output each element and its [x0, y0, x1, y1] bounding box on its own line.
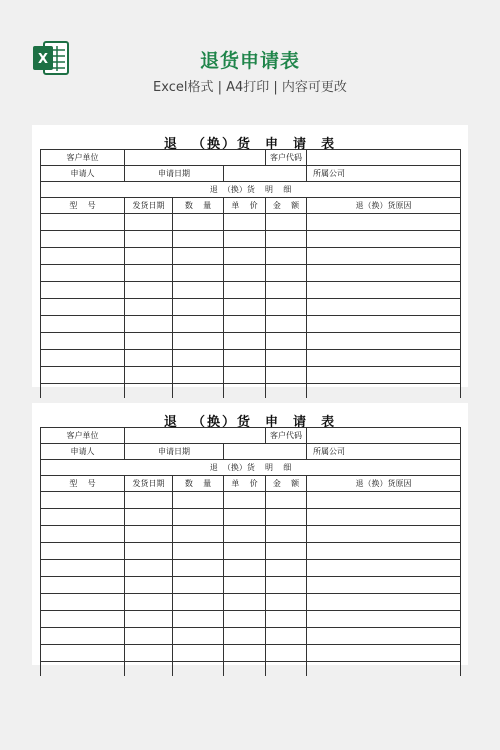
data-cell[interactable]	[41, 248, 125, 265]
data-cell[interactable]	[173, 645, 224, 662]
table-row	[41, 282, 461, 299]
data-cell[interactable]	[125, 594, 173, 611]
return-form-table	[40, 149, 461, 398]
data-cell[interactable]	[173, 560, 224, 577]
label-applicant: 申请人	[41, 166, 125, 182]
col-header: 金 额	[266, 198, 307, 214]
data-cell[interactable]	[224, 492, 266, 509]
col-header: 型 号	[41, 476, 125, 492]
table-row	[41, 367, 461, 384]
data-cell[interactable]	[266, 282, 307, 299]
table-row	[41, 645, 461, 662]
data-cell[interactable]	[41, 662, 125, 677]
data-cell[interactable]	[266, 560, 307, 577]
data-cell[interactable]	[224, 248, 266, 265]
data-cell[interactable]	[307, 367, 461, 384]
data-cell[interactable]	[266, 509, 307, 526]
data-cell[interactable]	[307, 492, 461, 509]
col-header: 退（换）货原因	[307, 198, 461, 214]
col-header: 退（换）货原因	[307, 476, 461, 492]
data-cell[interactable]	[41, 543, 125, 560]
table-row	[41, 384, 461, 399]
data-cell[interactable]	[125, 492, 173, 509]
data-cell[interactable]	[266, 316, 307, 333]
form-row-applicant	[41, 444, 461, 460]
data-cell[interactable]	[41, 265, 125, 282]
data-cell[interactable]	[173, 299, 224, 316]
data-cell[interactable]	[224, 333, 266, 350]
return-form-table	[40, 427, 461, 676]
data-cell[interactable]	[41, 350, 125, 367]
data-cell[interactable]	[307, 628, 461, 645]
label-customer-unit: 客户单位	[41, 428, 125, 444]
data-cell[interactable]	[41, 367, 125, 384]
data-cell[interactable]	[41, 384, 125, 399]
data-cell[interactable]	[173, 384, 224, 399]
data-cell[interactable]	[41, 282, 125, 299]
form-row-customer	[41, 150, 461, 166]
data-cell[interactable]	[266, 543, 307, 560]
table-row	[41, 594, 461, 611]
page-subtitle: Excel格式 | A4打印 | 内容可更改	[153, 80, 347, 95]
form-sheet-1	[32, 125, 468, 387]
data-cell[interactable]	[266, 645, 307, 662]
data-cell[interactable]	[41, 214, 125, 231]
data-cell[interactable]	[173, 231, 224, 248]
data-cell[interactable]	[125, 611, 173, 628]
form-row-columns	[41, 476, 461, 492]
col-header: 数 量	[173, 476, 224, 492]
data-cell[interactable]	[224, 645, 266, 662]
table-row	[41, 265, 461, 282]
table-row	[41, 248, 461, 265]
apply-date-field[interactable]	[224, 166, 307, 182]
form-row-detail-title	[41, 460, 461, 476]
data-cell[interactable]	[41, 231, 125, 248]
data-cell[interactable]	[41, 611, 125, 628]
data-cell[interactable]	[307, 265, 461, 282]
data-cell[interactable]	[41, 299, 125, 316]
data-cell[interactable]	[307, 662, 461, 677]
data-cell[interactable]	[266, 299, 307, 316]
data-cell[interactable]	[173, 509, 224, 526]
data-cell[interactable]	[307, 384, 461, 399]
data-cell[interactable]	[125, 662, 173, 677]
data-cell[interactable]	[125, 316, 173, 333]
table-row	[41, 509, 461, 526]
table-row	[41, 350, 461, 367]
data-cell[interactable]	[266, 265, 307, 282]
data-cell[interactable]	[224, 316, 266, 333]
data-cell[interactable]	[173, 577, 224, 594]
form-title: 退 （换）货 申 请 表	[163, 415, 337, 430]
data-cell[interactable]	[125, 560, 173, 577]
data-cell[interactable]	[41, 645, 125, 662]
col-header: 单 价	[224, 198, 266, 214]
apply-date-cell	[125, 166, 224, 182]
detail-title: 退 （换）货 明 细	[41, 182, 461, 198]
data-cell[interactable]	[266, 248, 307, 265]
data-cell[interactable]	[266, 526, 307, 543]
data-cell[interactable]	[125, 265, 173, 282]
col-header: 数 量	[173, 198, 224, 214]
table-row	[41, 231, 461, 248]
col-header: 单 价	[224, 476, 266, 492]
table-row	[41, 299, 461, 316]
data-cell[interactable]	[307, 526, 461, 543]
data-cell[interactable]	[266, 628, 307, 645]
data-cell[interactable]	[307, 594, 461, 611]
data-cell[interactable]	[224, 231, 266, 248]
data-cell[interactable]	[266, 662, 307, 677]
data-cell[interactable]	[224, 628, 266, 645]
data-cell[interactable]	[173, 543, 224, 560]
data-cell[interactable]	[173, 662, 224, 677]
data-cell[interactable]	[307, 248, 461, 265]
data-cell[interactable]	[41, 316, 125, 333]
data-cell[interactable]	[125, 645, 173, 662]
data-cell[interactable]	[125, 282, 173, 299]
label-company: 所属公司	[313, 446, 346, 456]
data-cell[interactable]	[266, 231, 307, 248]
data-cell[interactable]	[125, 333, 173, 350]
data-cell[interactable]	[266, 594, 307, 611]
data-cell[interactable]	[173, 248, 224, 265]
form-sheet-2	[32, 403, 468, 665]
data-cell[interactable]	[125, 231, 173, 248]
table-row	[41, 662, 461, 677]
data-cell[interactable]	[173, 628, 224, 645]
data-cell[interactable]	[266, 214, 307, 231]
table-row	[41, 560, 461, 577]
form-row-columns	[41, 198, 461, 214]
data-cell[interactable]	[307, 350, 461, 367]
data-cell[interactable]	[41, 577, 125, 594]
data-cell[interactable]	[125, 350, 173, 367]
table-row	[41, 543, 461, 560]
customer-unit-field[interactable]	[125, 150, 266, 166]
data-cell[interactable]	[224, 526, 266, 543]
data-cell[interactable]	[125, 299, 173, 316]
page-header	[0, 0, 500, 110]
table-row	[41, 316, 461, 333]
data-cell[interactable]	[307, 214, 461, 231]
data-cell[interactable]	[125, 526, 173, 543]
data-cell[interactable]	[266, 577, 307, 594]
form-row-applicant	[41, 166, 461, 182]
data-cell[interactable]	[125, 628, 173, 645]
data-cell[interactable]	[307, 611, 461, 628]
data-cell[interactable]	[173, 316, 224, 333]
data-cell[interactable]	[307, 560, 461, 577]
data-cell[interactable]	[224, 594, 266, 611]
data-cell[interactable]	[266, 367, 307, 384]
data-cell[interactable]	[224, 577, 266, 594]
data-cell[interactable]	[266, 492, 307, 509]
data-cell[interactable]	[41, 628, 125, 645]
page-title: 退货申请表	[199, 50, 300, 72]
data-cell[interactable]	[41, 526, 125, 543]
data-cell[interactable]	[173, 333, 224, 350]
detail-title: 退 （换）货 明 细	[41, 460, 461, 476]
customer-unit-field[interactable]	[125, 428, 266, 444]
col-header: 型 号	[41, 198, 125, 214]
form-title: 退 （换）货 申 请 表	[163, 137, 337, 152]
data-cell[interactable]	[266, 350, 307, 367]
data-cell[interactable]	[224, 350, 266, 367]
table-row	[41, 333, 461, 350]
data-cell[interactable]	[173, 367, 224, 384]
label-customer-unit: 客户单位	[41, 150, 125, 166]
data-cell[interactable]	[224, 214, 266, 231]
label-apply-date: 申请日期	[158, 168, 190, 178]
data-cell[interactable]	[125, 543, 173, 560]
data-cell[interactable]	[224, 560, 266, 577]
data-cell[interactable]	[224, 282, 266, 299]
data-cell[interactable]	[224, 299, 266, 316]
form-row-customer	[41, 428, 461, 444]
label-applicant: 申请人	[41, 444, 125, 460]
data-cell[interactable]	[224, 384, 266, 399]
customer-code-field[interactable]	[307, 150, 461, 166]
apply-date-cell	[125, 444, 224, 460]
data-cell[interactable]	[125, 367, 173, 384]
data-cell[interactable]	[173, 611, 224, 628]
customer-code-field[interactable]	[307, 428, 461, 444]
company-cell	[307, 444, 461, 460]
label-company: 所属公司	[313, 168, 346, 178]
data-cell[interactable]	[224, 543, 266, 560]
col-header: 金 额	[266, 476, 307, 492]
data-cell[interactable]	[125, 577, 173, 594]
table-row	[41, 526, 461, 543]
data-cell[interactable]	[41, 560, 125, 577]
data-cell[interactable]	[307, 645, 461, 662]
col-header: 发货日期	[125, 476, 173, 492]
apply-date-field[interactable]	[224, 444, 307, 460]
data-cell[interactable]	[307, 282, 461, 299]
col-header: 发货日期	[125, 198, 173, 214]
data-cell[interactable]	[173, 282, 224, 299]
data-cell[interactable]	[224, 509, 266, 526]
data-cell[interactable]	[224, 367, 266, 384]
data-cell[interactable]	[307, 577, 461, 594]
data-cell[interactable]	[173, 350, 224, 367]
data-cell[interactable]	[307, 543, 461, 560]
data-cell[interactable]	[41, 492, 125, 509]
data-cell[interactable]	[41, 594, 125, 611]
form-row-detail-title	[41, 182, 461, 198]
label-customer-code: 客户代码	[266, 428, 307, 444]
data-cell[interactable]	[41, 333, 125, 350]
data-cell[interactable]	[125, 248, 173, 265]
data-cell[interactable]	[125, 509, 173, 526]
data-cell[interactable]	[266, 384, 307, 399]
table-row	[41, 628, 461, 645]
data-cell[interactable]	[224, 611, 266, 628]
label-customer-code: 客户代码	[266, 150, 307, 166]
data-cell[interactable]	[266, 333, 307, 350]
data-cell[interactable]	[173, 265, 224, 282]
data-cell[interactable]	[41, 509, 125, 526]
label-apply-date: 申请日期	[158, 446, 190, 456]
table-row	[41, 577, 461, 594]
table-row	[41, 214, 461, 231]
data-cell[interactable]	[307, 231, 461, 248]
table-row	[41, 611, 461, 628]
data-cell[interactable]	[307, 509, 461, 526]
data-cell[interactable]	[307, 299, 461, 316]
data-cell[interactable]	[173, 526, 224, 543]
svg-text:X: X	[37, 52, 49, 67]
data-cell[interactable]	[224, 265, 266, 282]
data-cell[interactable]	[173, 214, 224, 231]
data-cell[interactable]	[125, 214, 173, 231]
data-cell[interactable]	[266, 611, 307, 628]
data-cell[interactable]	[173, 492, 224, 509]
company-cell	[307, 166, 461, 182]
data-cell[interactable]	[125, 384, 173, 399]
table-row	[41, 492, 461, 509]
data-cell[interactable]	[307, 333, 461, 350]
data-cell[interactable]	[224, 662, 266, 677]
data-cell[interactable]	[307, 316, 461, 333]
data-cell[interactable]	[173, 594, 224, 611]
